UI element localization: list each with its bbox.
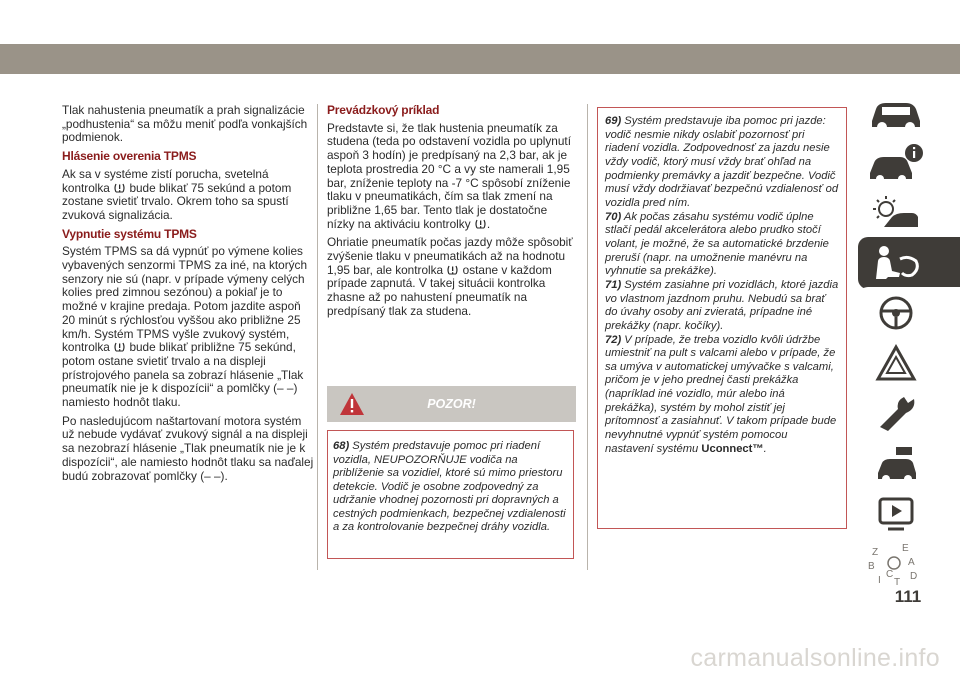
- service-icon: [866, 391, 926, 435]
- paragraph: Tlak nahustenia pneumatík a prah signalizácie „podhustenia“ sa môžu meniť podľa vonkajších podmienok.: [62, 103, 308, 145]
- top-band: [0, 44, 960, 74]
- specs-icon: [866, 441, 926, 485]
- paragraph: Ohriatie pneumatík počas jazdy môže spôsobiť zvýšenie tlaku v pneumatikách až na hodnotu 1,95 bar, ale kontrolka ostane v každom prípade zapnutá. V takej situácii kontrolka zhasne až po nahustení pneumatík na predpísaný tlak za studena.: [327, 235, 573, 318]
- chapter-car-info[interactable]: [858, 137, 960, 189]
- chapter-safety[interactable]: [858, 237, 960, 289]
- column-divider: [317, 104, 318, 570]
- breakdown-icon: [866, 341, 926, 385]
- index-letter: D: [910, 571, 918, 582]
- note-number: 70): [605, 210, 622, 223]
- safety-icon: [866, 241, 926, 285]
- index-letter: Z: [872, 547, 879, 558]
- section-heading: Hlásenie overenia TPMS: [62, 149, 197, 164]
- note: 71) Systém zasiahne pri vozidlách, ktoré jazdia vo vlastnom jazdnom pruhu. Nebudú sa brať do úvahy osoby ani zvieratá, prípadne iné prekážky (napr. kočíky).: [605, 278, 839, 332]
- note-number: 69): [605, 115, 622, 127]
- car-info-icon: [866, 141, 926, 185]
- chapter-sidebar: [858, 87, 960, 587]
- warning-header: [327, 386, 576, 422]
- index-letter: A: [908, 557, 915, 568]
- chapter-index[interactable]: [858, 537, 960, 589]
- steering-wheel-icon: [866, 291, 926, 335]
- multimedia-icon: [866, 491, 926, 535]
- section-heading: Prevádzkový príklad: [327, 103, 440, 117]
- index-letter: T: [894, 577, 901, 588]
- chapter-servicing[interactable]: [858, 387, 960, 439]
- column-divider: [587, 104, 588, 570]
- warning-label: POZOR!: [427, 397, 476, 411]
- chapter-specifications[interactable]: [858, 437, 960, 489]
- dashboard-lights-icon: [866, 191, 926, 235]
- index-letter: I: [878, 575, 881, 586]
- watermark: carmanualsonline.info: [690, 644, 940, 672]
- notes-box: [597, 107, 847, 529]
- chapter-multimedia[interactable]: [858, 487, 960, 539]
- paragraph: Ak sa v systéme zistí porucha, svetelná kontrolka bude blikať 75 sekúnd a potom zostane svietiť trvalo. Okrem toho sa spustí zvuková signalizácia.: [62, 166, 292, 222]
- note: 70) Ak počas zásahu systému vodič úplne stlačí pedál akcelerátora alebo prudko stočí volant, je možné, že sa automatické brzdenie preruší (napr. na umožnenie manévru na vyhnutie sa prekážke).: [605, 210, 829, 278]
- note-number: 71): [605, 278, 622, 291]
- chapter-dashboard-lights[interactable]: [858, 187, 960, 239]
- tpms-warning-icon: [447, 265, 458, 275]
- chapter-car-view[interactable]: [858, 87, 960, 139]
- tpms-warning-icon: [475, 219, 486, 229]
- page-number: 111: [894, 587, 922, 606]
- index-letter: C: [886, 569, 894, 580]
- index-letter: E: [902, 543, 909, 554]
- car-view-icon: [866, 91, 926, 135]
- section-heading: Vypnutie systému TPMS: [62, 226, 197, 241]
- column-1: [62, 104, 314, 488]
- index-letter: B: [868, 561, 875, 572]
- paragraph: Systém TPMS sa dá vypnúť po výmene kolies vybavených senzormi TPMS za iné, na ktorých senzory nie sú (napr. v prípade výmeny celých kolies pred zimnou sezónou) a pokiaľ je to možné v krajine predaja. Potom jazdite aspoň 20 minút s rýchlosťou vyššou ako približne 25 km/h. Systém TPMS vyšle zvukový systém, kontrolka bude blikať približne 75 sekúnd, potom ostane svietiť trvalo a na displeji prístrojového panela sa zobrazí hlásenie „Tlak pneumatík nie je k dispozícii“ a pomlčky (– –) namiesto hodnôt tlaku.: [62, 244, 307, 410]
- tpms-warning-icon: [114, 342, 125, 352]
- note-number: 72): [605, 333, 622, 346]
- paragraph: Predstavte si, že tlak hustenia pneumatík za studena (teda po odstavení vozidla po uplynutí aspoň 3 hodín) je predpísaný na 2,3 bar, ak je teplota prostredia 20 °C a vy ste namerali 1,95 bar, zníženie teploty na -7 °C spôsobí zníženie tlaku v pneumatikách, čím sa tlak zmení na približne 1,65 bar. Tento tlak je dostatočne nízky na aktiváciu kontrolky .: [327, 120, 571, 231]
- warning-box: [327, 430, 574, 559]
- chapter-starting-driving[interactable]: [858, 287, 960, 339]
- paragraph: Po nasledujúcom naštartovaní motora systém už nebude vydávať zvukový signál a na displeji sa nezobrazí hlásenie „Tlak pneumatík nie je k dispozícii“, ale namiesto hodnôt tlaku sa naďalej budú zobrazovať pomlčky (– –).: [62, 413, 314, 483]
- column-2: [327, 104, 577, 324]
- note: 72) V prípade, že treba vozidlo kvôli údržbe umiestniť na pult s valcami alebo v prípade, že sa umýva v automatickej umývačke s valcami, pričom je v jeho prednej časti prekážka (napríklad iné vozidlo, múr alebo iná prekážka), systém by mohol zistiť jej prítomnosť a zasiahnuť. V takom prípade bude nevyhnutné vypnúť systém pomocou nastavení systému Uconnect™.: [605, 333, 837, 455]
- note-number: 68): [333, 440, 350, 452]
- brand-name: Uconnect™: [701, 442, 764, 455]
- tpms-warning-icon: [114, 183, 125, 193]
- index-icon: [866, 541, 936, 589]
- chapter-emergency[interactable]: [858, 337, 960, 389]
- note: 69) Systém predstavuje iba pomoc pri jazde: vodič nesmie nikdy oslabiť pozornosť pri riadení vozidla. Zodpovednosť za jazdu nesie vždy vodič, ktorý musí vždy brať ohľad na podmienky premávky a jazdiť bezpečne. Vodič musí vždy dodržiavať bezpečnú vzdialenosť od vozidla pred ním.: [605, 115, 839, 209]
- warning-text: Systém predstavuje pomoc pri riadení vozidla, NEUPOZORŇUJE vodiča na priblíženie sa vozidiel, ktoré sú mimo priestoru detekcie. Vodič je osobne zodpovedný za udržanie vhodnej pozornosti pri dopravných a cestných podmienkach, bezpečnej vzdialenosti a za kontrolovanie bezpečnej dráhy vozidla.: [333, 440, 566, 533]
